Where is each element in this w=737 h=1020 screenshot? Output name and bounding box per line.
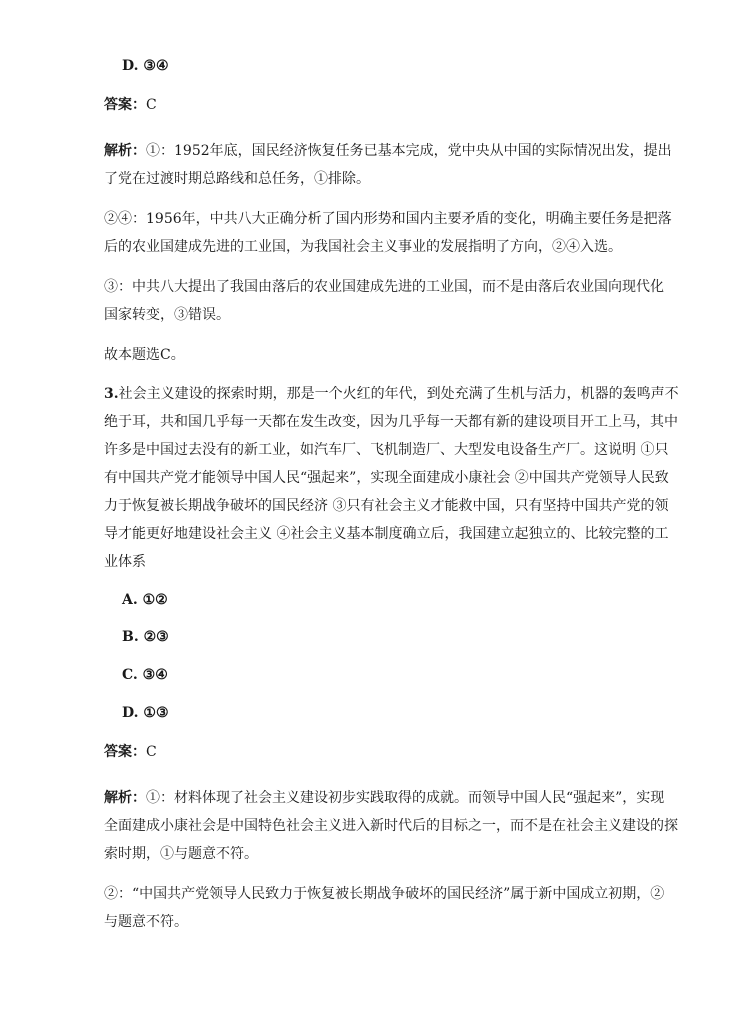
q3-option-d: D. ①③ [122, 705, 169, 721]
answer-label: 答案： [104, 97, 146, 113]
analysis-text: ①：1952年底，国民经济恢复任务已基本完成，党中央从中国的实际情况出发，提出 [146, 143, 672, 159]
q3-option-b: B. ②③ [122, 629, 169, 645]
analysis-label: 解析： [104, 790, 146, 806]
prev-para3-line-2: 国家转变，③错误。 [104, 307, 230, 323]
prev-analysis-line-2: 了党在过渡时期总路线和总任务，①排除。 [104, 171, 370, 187]
analysis-text: ①：材料体现了社会主义建设初步实践取得的成就。而领导中国人民“强起来”，实现 [146, 790, 665, 806]
q3-analysis-line-3: 索时期，①与题意不符。 [104, 846, 258, 862]
answer-value: C [146, 97, 157, 113]
q3-option-c: C. ③④ [122, 667, 168, 683]
prev-option-d: D. ③④ [122, 58, 169, 74]
q3-answer [104, 742, 157, 762]
q3-analysis-line-1 [104, 788, 664, 808]
prev-para3-line-1: ③：中共八大提出了我国由落后的农业国建成先进的工业国，而不是由落后农业国向现代化 [104, 279, 664, 295]
prev-conclusion: 故本题选C。 [104, 347, 185, 363]
question-number: 3. [104, 386, 119, 402]
prev-para2-line-2: 后的农业国建成先进的工业国，为我国社会主义事业的发展指明了方向，②④入选。 [104, 239, 622, 255]
prev-para2-line-1: ②④：1956年，中共八大正确分析了国内形势和国内主要矛盾的变化，明确主要任务是把落 [104, 211, 672, 227]
q3-stem-line-7: 业体系 [104, 554, 146, 570]
q3-analysis-line-2: 全面建成小康社会是中国特色社会主义进入新时代后的目标之一，而不是在社会主义建设的探 [104, 818, 678, 834]
q3-stem-line-1 [104, 384, 679, 404]
prev-answer [104, 95, 157, 115]
q3-option-a: A. ①② [122, 592, 168, 608]
analysis-label: 解析： [104, 143, 146, 159]
prev-analysis-line-1 [104, 141, 672, 161]
answer-label: 答案： [104, 744, 146, 760]
q3-stem-line-4: 有中国共产党才能领导中国人民“强起来”，实现全面建成小康社会 ②中国共产党领导人民致 [104, 470, 669, 486]
q3-stem-line-3: 许多是中国过去没有的新工业，如汽车厂、飞机制造厂、大型发电设备生产厂。这说明 ①只 [104, 442, 669, 458]
q3-stem-line-6: 导才能更好地建设社会主义 ④社会主义基本制度确立后，我国建立起独立的、比较完整的工 [104, 526, 669, 542]
stem-text: 社会主义建设的探索时期，那是一个火红的年代，到处充满了生机与活力，机器的轰鸣声不 [118, 386, 679, 402]
q3-para2-line-2: 与题意不符。 [104, 914, 188, 930]
answer-value: C [146, 744, 157, 760]
q3-stem-line-5: 力于恢复被长期战争破坏的国民经济 ③只有社会主义才能救中国，只有坚持中国共产党的领 [104, 498, 669, 514]
q3-para2-line-1: ②：“中国共产党领导人民致力于恢复被长期战争破坏的国民经济”属于新中国成立初期，② [104, 886, 665, 902]
q3-stem-line-2: 绝于耳，共和国几乎每一天都在发生改变，因为几乎每一天都有新的建设项目开工上马，其中 [104, 414, 678, 430]
